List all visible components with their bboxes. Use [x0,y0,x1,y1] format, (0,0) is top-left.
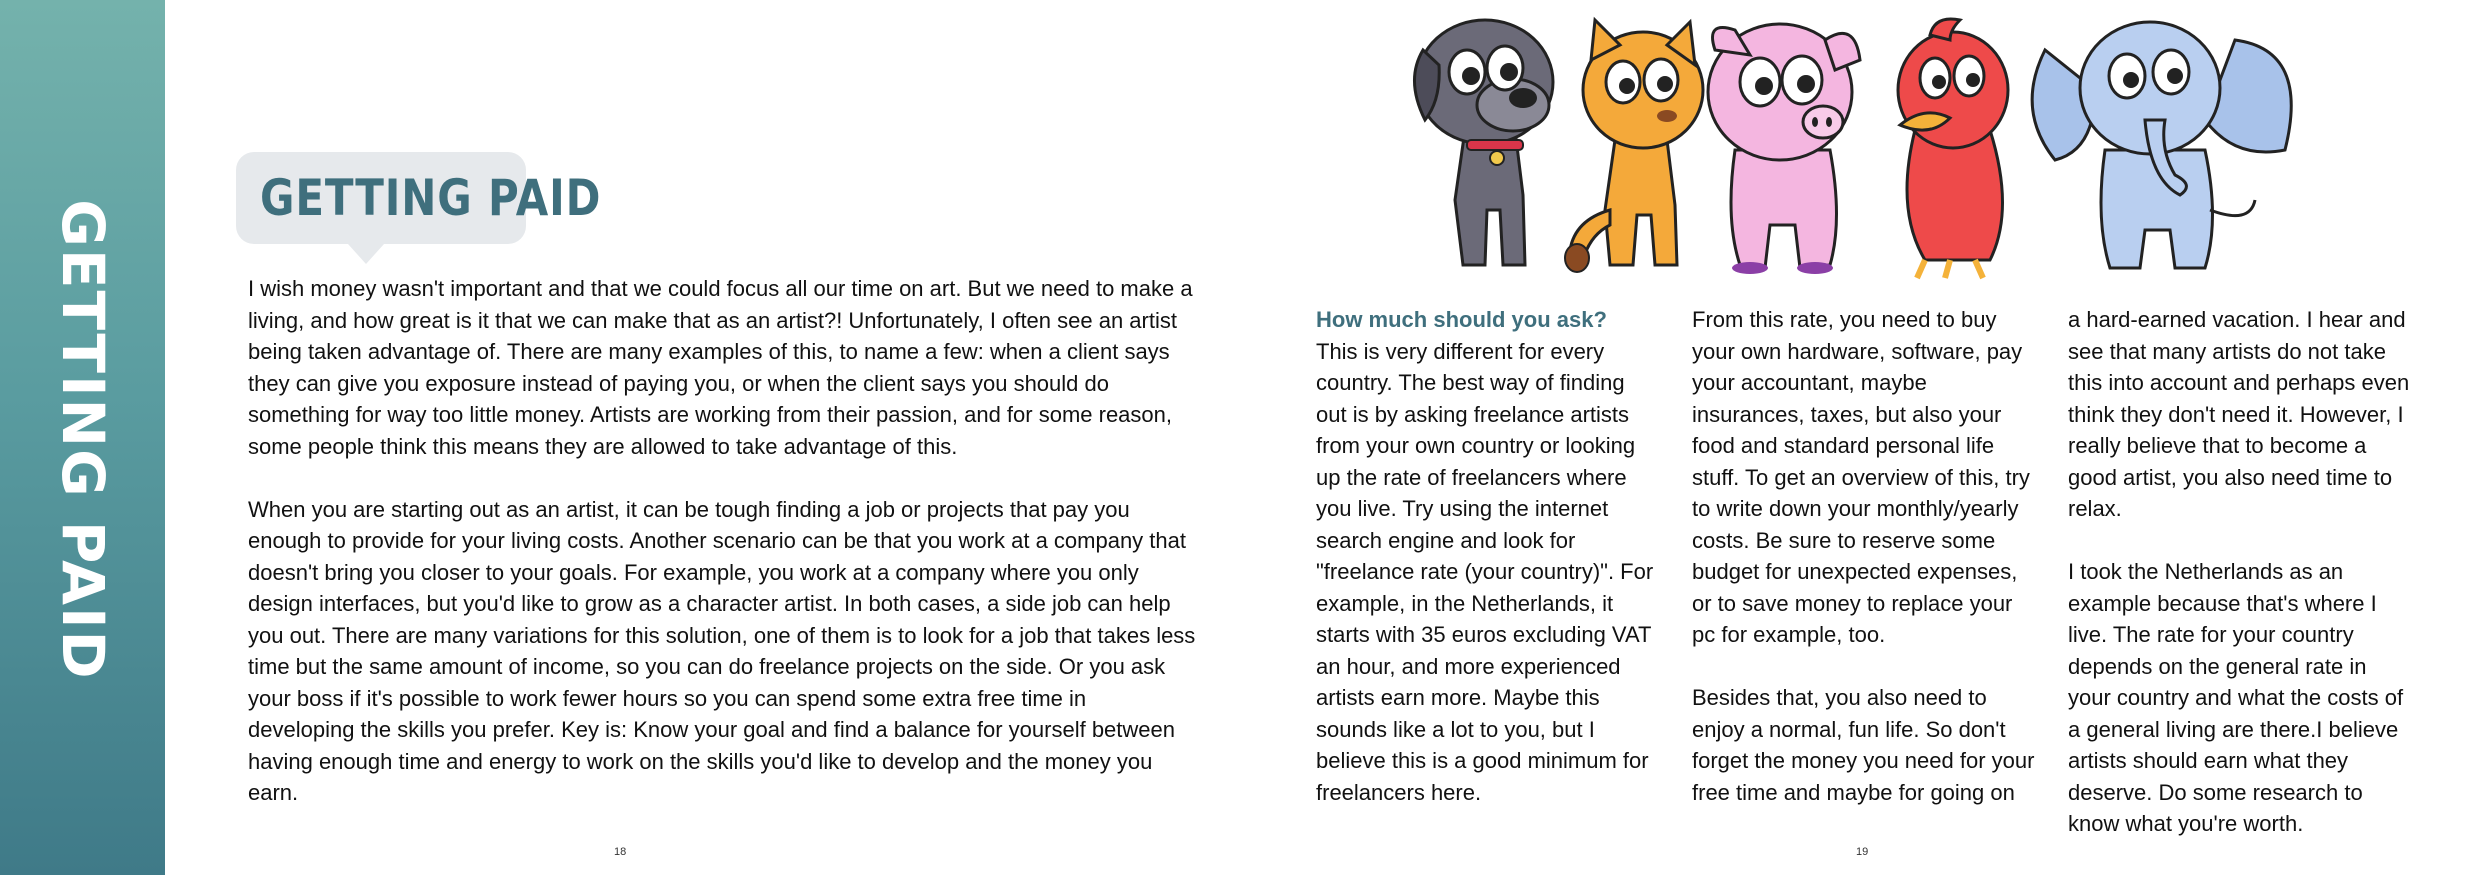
page-number-left: 18 [614,846,627,858]
heading-bubble [236,152,602,244]
elephant-character-icon [2032,22,2291,268]
cat-character-icon [1565,20,1703,272]
paragraph: I took the Netherlands as an example because that's where I live. The rate for your country depends on the general rate in your country and what the costs of a general living are there.I believe artists should earn what they deserve. Do some research to know what you're worth. [2068,559,2404,836]
pig-character-icon [1708,24,1860,274]
sidebar-band [0,0,165,875]
left-page-body [248,273,1198,809]
paragraph: From this rate, you need to buy your own hardware, software, pay your accountant, maybe insurances, taxes, but also your food and standard personal life stuff. To get an overview of this, try to write down your monthly/yearly costs. Be sure to reserve some budget for unexpected expenses, or to save money to replace your pc for example, too. [1692,307,2030,647]
sidebar-title: GETTING PAID [48,199,117,681]
bird-character-icon [1898,19,2008,278]
page-title: GETTING PAID [260,169,602,227]
character-illustration [1405,10,2365,280]
paragraph: When you are starting out as an artist, it can be tough finding a job or projects that pay you enough to provide for your living costs. Another scenario can be that you work at a company that doesn't bring you closer to your goals. For example, you work at a company where you only design interfaces, but you'd like to grow as a character artist. In both cases, a side job can help you out. There are many variations for this solution, one of them is to look for a job that takes less time but the same amount of income, so you can do freelance projects on the side. Or you ask your boss if it's possible to work fewer hours so you can spend some extra free time in developing the skills you prefer. Key is: Know your goal and find a balance for yourself between having enough time and energy to work on the skills you'd like to develop and the money you earn. [248,496,1196,805]
right-column-1 [1316,304,1661,808]
page-number-right: 19 [1856,846,1869,858]
paragraph: Besides that, you also need to enjoy a normal, fun life. So don't forget the money you need for your free time and maybe for going on [1692,685,2035,805]
section-heading: How much should you ask? [1316,307,1607,332]
paragraph: This is very different for every country. The best way of finding out is by asking freelance artists from your own country or looking up the rate of freelancers where you live. Try using the internet search engine and look for "freelance rate (your country)". For example, in the Netherlands, it starts with 35 euros excluding VAT an hour, and more experienced artists earn more. Maybe this sounds like a lot to you, but I believe this is a good minimum for freelancers here. [1316,338,1654,805]
dog-character-icon [1414,20,1553,265]
paragraph: I wish money wasn't important and that we could focus all our time on art. But we need to make a living, and how great is it that we can make that as an artist?! Unfortunately, I often see an artist being taken advantage of. There are many examples of this, to name a few: when a client says they can give you exposure instead of paying you, or when the client says you should do something for way too little money. Artists are working from their passion, and for some reason, some people think this means they are allowed to take advantage of this. [248,276,1193,459]
right-column-2 [1692,304,2037,808]
paragraph: a hard-earned vacation. I hear and see that many artists do not take this into account and perhaps even think they don't need it. However, I really believe that to become a good artist, you also need time to relax. [2068,307,2410,521]
right-column-3 [2068,304,2413,840]
